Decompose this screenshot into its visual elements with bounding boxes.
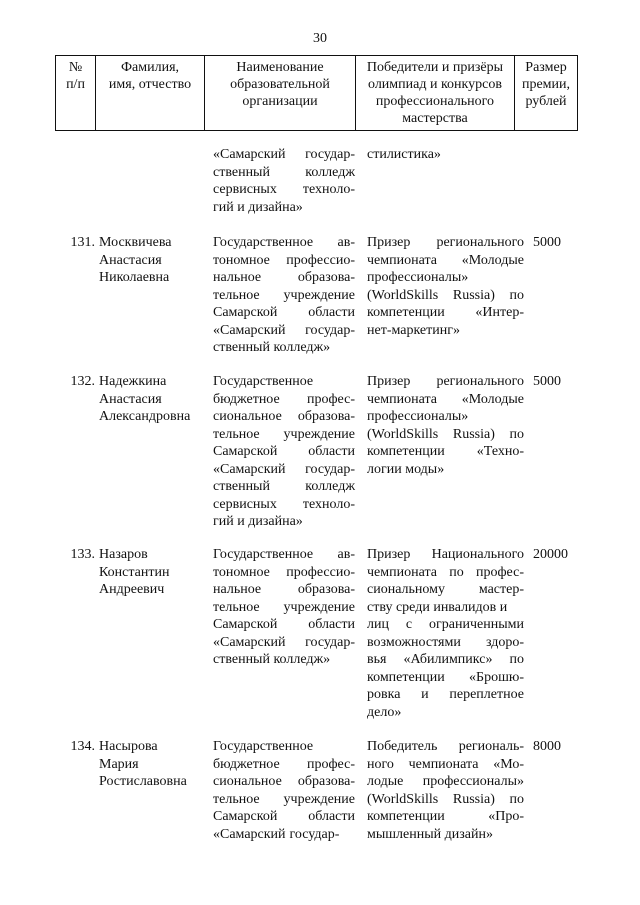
name-line: Константин [99,564,170,580]
text-line [213,599,355,617]
word: нальное [213,582,262,597]
row-prize: 8000 [533,739,561,754]
word: «Самарский [213,634,286,650]
word: ровка [367,687,401,702]
text-line [367,686,524,704]
word: области [308,305,355,320]
word: профессио- [286,252,355,268]
text-line [367,546,524,564]
word: сиональное [213,774,282,789]
text-line [213,651,355,669]
text-line [213,287,355,305]
word: профес- [475,564,524,580]
word: области [308,809,355,824]
text-line [213,826,355,844]
word: профессионалы» [367,409,469,424]
table-header [55,55,578,131]
text-line [213,322,355,340]
row-winners-cell [367,546,524,721]
continuation-winners-cell [367,146,524,164]
word: дело» [367,704,402,720]
text-line [213,634,355,652]
word: тономное [213,252,270,268]
text-line [213,339,355,357]
word: Призер [367,547,411,562]
word: Государственное [213,374,314,389]
name-line: Александровна [99,409,191,424]
word: образова- [297,582,355,597]
text-line [213,738,355,756]
word: ав- [337,235,355,250]
word: Национального [431,547,524,562]
word: региональ- [458,739,524,754]
word: «Молодые [461,391,524,407]
word: учреждение [283,599,355,615]
word: техноло- [302,182,355,197]
word: «Молодые [461,252,524,268]
word: государ- [305,634,355,650]
text-line [367,581,524,599]
word: Russia) [452,426,495,442]
text-line [213,181,355,199]
word: сервисных [213,182,277,197]
word: переплетное [449,687,524,702]
text-line [367,391,524,409]
text-line [367,808,524,826]
continuation-org-cell [213,146,355,216]
word: возможностями [367,634,461,650]
word: «Техно- [476,444,524,459]
row-number: 134. [70,739,95,754]
word: тельное [213,426,260,442]
word: Призер [367,374,411,389]
text-line [213,546,355,564]
word: регионального [436,374,524,389]
word: профес- [306,756,355,772]
header-prize-line: рублей [525,94,567,109]
row-number: 132. [70,374,95,389]
text-line [213,373,355,391]
word: ству среди инвалидов и [367,599,508,615]
text-line [367,773,524,791]
text-line [213,269,355,287]
row-prize: 20000 [533,547,568,562]
row-name-cell [99,546,209,599]
word: по [449,564,464,580]
text-line [213,164,355,182]
text-line [213,234,355,252]
header-prize-line: премии, [521,77,571,92]
word: бюджетное [213,391,280,407]
word: Государственное [213,235,314,250]
text-line [367,791,524,809]
text-line [367,373,524,391]
word: компетенции [367,669,445,685]
word: чемпионата [408,756,479,772]
word: ственный [213,164,270,180]
row-winners-cell [367,373,524,478]
header-prize-line: Размер [525,60,567,75]
text-line [213,478,355,496]
text-line [367,443,524,461]
header-org-line: Наименование [236,60,324,75]
word: лодые [367,774,404,789]
word: и [421,687,429,702]
word: Победитель [367,739,438,754]
text-line [367,252,524,270]
header-number-cell [56,56,96,131]
text-line [213,616,355,634]
row-prize: 5000 [533,235,561,250]
word: ственный [213,479,270,494]
word: мастер- [478,582,524,597]
text-line [367,669,524,687]
word: сиональному [367,582,445,597]
text-line [213,252,355,270]
name-line: Надежкина [99,374,167,389]
word: ственный колледж» [213,652,331,667]
text-line [367,634,524,652]
row-winners-cell [367,738,524,843]
word: здоро- [485,634,524,650]
word: государ- [289,826,340,842]
word: «Брошю- [469,669,524,685]
text-line [367,826,524,844]
word: стилистика» [367,147,441,162]
word: бюджетное [213,756,280,772]
name-line: Насырова [99,739,158,754]
header-name-cell [96,56,205,131]
word: колледж [305,164,355,180]
text-line [213,496,355,514]
name-line: Анастасия [99,391,162,407]
word: (WorldSkills [367,287,439,303]
text-line [213,513,355,531]
text-line [213,408,355,426]
page-number: 30 [313,31,327,46]
word: учреждение [283,791,355,807]
word: образова- [297,409,355,424]
word: лиц [367,617,389,632]
word: «Мо- [493,756,524,772]
word: профессио- [286,564,355,580]
text-line [367,704,524,722]
header-name-line: имя, отчество [108,77,192,92]
word: гий и дизайна» [213,199,303,215]
word: компетенции [367,809,445,824]
word: сиональное [213,409,282,424]
word: области [308,444,355,459]
word: Государственное [213,547,314,562]
header-winners-line: профессионального [375,94,495,109]
text-line [367,564,524,582]
row-name-cell [99,738,209,791]
row-org-cell [213,234,355,357]
word: профес- [306,391,355,407]
text-line [213,146,355,164]
word: нет-маркетинг» [367,322,460,338]
header-num-line: п/п [66,77,85,92]
word: «Про- [488,809,524,824]
word: государ- [305,461,355,477]
text-line [367,146,524,164]
header-winners-cell [356,56,515,131]
text-line [367,461,524,479]
text-line [367,322,524,340]
row-org-cell [213,546,355,669]
word: государ- [305,147,355,162]
header-name-line: Фамилия, [120,60,180,75]
text-line [367,651,524,669]
word: учреждение [283,426,355,442]
text-line [367,408,524,426]
word: ного [367,756,394,772]
word: «Самарский [213,826,286,842]
word: учреждение [283,287,355,303]
row-winners-cell [367,234,524,339]
text-line [213,564,355,582]
word: Призер [367,235,411,250]
word: (WorldSkills [367,426,439,442]
word: «Самарский [213,322,286,338]
word: профессионалы» [422,774,524,789]
word: гий и дизайна» [213,514,303,529]
word: по [509,652,524,667]
word: чемпионата [367,391,437,407]
word: ственный колледж» [213,340,331,355]
name-line: Анастасия [99,252,162,268]
text-line [367,756,524,774]
word: «Интер- [475,305,524,320]
word: Самарской [213,617,278,632]
word: по [509,791,524,807]
word: компетенции [367,305,445,320]
header-org-cell [205,56,356,131]
word: чемпионата [367,252,437,268]
text-line [213,426,355,444]
header-winners-line: олимпиад и конкурсов [368,77,502,92]
text-line [213,791,355,809]
row-number: 133. [70,547,95,562]
name-line: Москвичева [99,235,172,250]
text-line [213,808,355,826]
word: тономное [213,564,270,580]
word: компетенции [367,444,445,459]
word: ав- [337,547,355,562]
word: сервисных [213,496,277,512]
text-line [213,756,355,774]
name-line: Николаевна [99,270,170,285]
word: профессионалы» [367,270,469,285]
text-line [213,773,355,791]
text-line [367,426,524,444]
header-org-line: образовательной [230,77,330,92]
row-name-cell [99,373,209,426]
word: чемпионата [367,564,437,580]
word: Russia) [452,287,495,303]
word: образова- [297,774,355,789]
row-number: 131. [70,235,95,250]
text-line [367,738,524,756]
word: по [509,287,524,303]
header-winners-line: Победители и призёры [366,60,504,75]
text-line [213,304,355,322]
text-line [367,304,524,322]
word: Самарской [213,809,278,824]
header-org-line: организации [242,94,318,109]
text-line [213,391,355,409]
text-line [213,461,355,479]
word: мышленный дизайн» [367,826,493,842]
text-line [213,581,355,599]
text-line [367,234,524,252]
word: тельное [213,791,260,807]
row-prize: 5000 [533,374,561,389]
text-line [213,199,355,217]
word: Russia) [452,791,495,807]
word: по [509,426,524,442]
name-line: Мария [99,756,139,772]
word: области [308,617,355,632]
word: колледж [305,479,355,494]
text-line [367,616,524,634]
row-org-cell [213,373,355,531]
word: с [405,617,413,632]
word: тельное [213,287,260,303]
word: образова- [297,270,355,285]
name-line: Андреевич [99,582,165,597]
name-line: Ростиславовна [99,774,187,789]
word: техноло- [302,496,355,512]
word: Государственное [213,739,314,754]
word: «Самарский [213,461,286,477]
header-prize-cell [515,56,578,131]
word: Самарской [213,305,278,320]
text-line [367,287,524,305]
row-org-cell [213,738,355,843]
word: (WorldSkills [367,791,439,807]
header-num-line: № [68,60,83,75]
word: регионального [436,235,524,250]
word: Самарской [213,444,278,459]
word: вья [367,652,387,667]
word: государ- [305,322,355,338]
word: ограниченными [429,617,524,632]
name-line: Назаров [99,547,148,562]
word: «Абилимпикс» [403,652,493,667]
row-name-cell [99,234,209,287]
text-line [367,599,524,617]
header-winners-line: мастерства [402,111,468,126]
text-line [213,443,355,461]
word: «Самарский [213,147,286,162]
text-line [367,269,524,287]
word: нальное [213,270,262,285]
word: логии моды» [367,461,445,477]
word: тельное [213,599,260,615]
